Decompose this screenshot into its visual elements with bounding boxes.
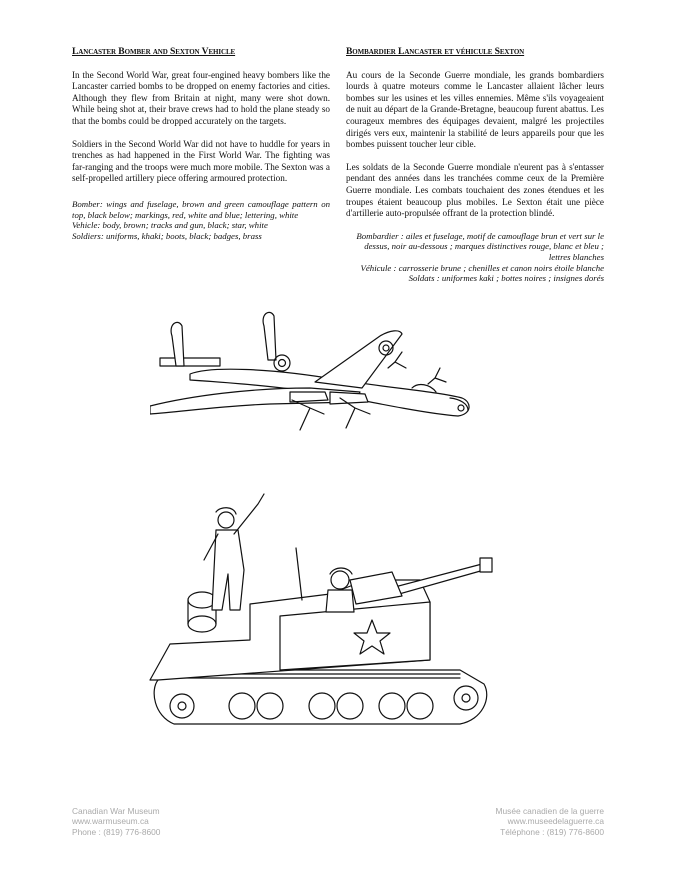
musee-telephone: Téléphone : (819) 776-8600	[500, 826, 604, 837]
legende-bombardier: Bombardier : ailes et fuselage, motif de camouflage brun et vert sur le dessus, noir au-dessous ; marques distinctives rouge, blanc et bleu ; lettres blanches	[356, 230, 604, 262]
musee-nom: Musée canadien de la guerre	[495, 806, 604, 816]
legende-soldats: Soldats : uniformes kaki ; bottes noires ; insignes dorés	[408, 273, 604, 284]
museum-name: Canadian War Museum	[72, 806, 160, 816]
legend-vehicle: Vehicle: body, brown; tracks and gun, black; star, white	[72, 220, 268, 231]
sexton-vehicle-illustration	[130, 484, 510, 754]
english-paragraph-2: Soldiers in the Second World War did not have to huddle for years in trenches as had happened in the First World War. The fighting was far-ranging and the troops were much more mobile. The Sexton was a self-propelled artillery piece offering armoured protection.	[72, 138, 330, 184]
english-paragraph-1: In the Second World War, great four-engined heavy bombers like the Lancaster carried bombs to be dropped on enemy factories and cities. Although they flew from Britain at night, many were shot down. While being shot at, their brave crews had to hold the plane steady so that the bombs could be dropped accurately on the targets.	[72, 69, 330, 126]
french-paragraph-2: Les soldats de la Seconde Guerre mondiale n'eurent pas à s'entasser pendant des années dans les tranchées comme ceux de la Première Guerre mondiale. Les combats touchaient des zones étendues et les troupes étaient beaucoup plus mobiles. Le Sexton était une pièce d'artillerie auto-propulsée offrant de la protection blindé.	[346, 161, 604, 219]
lancaster-bomber-illustration	[150, 296, 500, 436]
french-coloring-legend	[346, 231, 604, 284]
legende-vehicule: Véhicule : carrosserie brune ; chenilles et canon noirs étoile blanche	[360, 262, 604, 273]
legend-bomber: Bomber: wings and fuselage, brown and green camouflage pattern on top, black below; markings, red, white and blue; lettering, white	[72, 198, 330, 220]
french-column	[346, 46, 604, 284]
english-heading: Lancaster Bomber and Sexton Vehicle	[72, 46, 236, 57]
musee-site-web: www.museedelaguerre.ca	[507, 816, 604, 827]
legend-soldiers: Soldiers: uniforms, khaki; boots, black; badges, brass	[72, 230, 262, 241]
french-footer	[496, 806, 604, 837]
english-coloring-legend	[72, 199, 330, 241]
museum-phone: Phone : (819) 776-8600	[72, 826, 161, 837]
french-paragraph-1: Au cours de la Seconde Guerre mondiale, les grands bombardiers lourds à quatre moteurs comme le Lancaster allaient lâcher leurs bombes sur les usines et les villes ennemies. Même s'ils voyageaient de nuit au départ de la Grande-Bretagne, beaucoup furent abattus. Les courageux membres des équipages devaient, malgré les projectiles dirigés vers eux, maintenir la stabilité de leurs appareils pour que les bombes puissent toucher leur cible.	[346, 69, 604, 150]
museum-website: www.warmuseum.ca	[72, 816, 149, 827]
english-column	[72, 46, 330, 241]
english-footer	[72, 806, 160, 837]
french-heading: Bombardier Lancaster et véhicule Sexton	[346, 46, 525, 57]
